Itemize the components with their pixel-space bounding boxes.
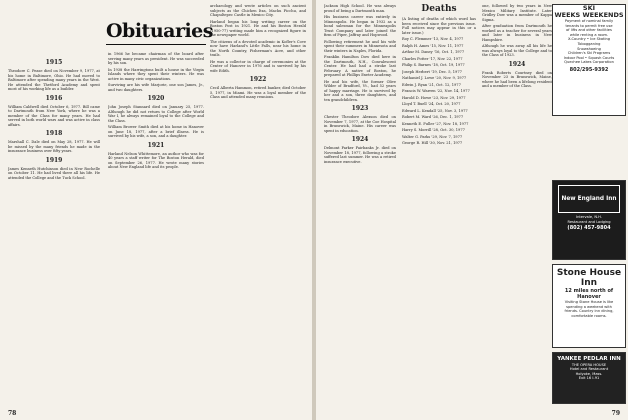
obituary-paragraph: Robert M. Ward '26, Dec. 1, 1977 — [402, 115, 464, 119]
obituary-paragraph: The citizens of a devoted academic in Kofler's Cove now have Harland's Little Falls, near his home in the North Country, Fisherman's Acre, and other trails. — [210, 39, 306, 57]
obituary-paragraph: in 1966 he became chairman of the board after serving many years as president. He was succeeded by his son. — [108, 52, 204, 65]
obituary-paragraph: Lloyd T. Buell '24, Oct. 20, 1977 — [402, 102, 461, 106]
ski-ad-line: X-Country • Ice Skating — [567, 37, 611, 42]
ne-ad-phone: (802) 457-9804 — [567, 225, 611, 232]
obituary-paragraph: Theodore C. Pease died on November 9, 1977, at his home in Baltimore, Ohio. He had moved to Baltimore after spending many years in the West. He attended the Thetford Academy and spent most of his working life as a builder. — [8, 69, 100, 91]
obituary-paragraph: After graduation from Dartmouth he worked as a teacher for several years and later in business in New Hampshire. — [482, 24, 552, 42]
ski-ad-line: Indoor Pool • Squash Courts — [563, 55, 615, 60]
ski-ad-line: while renting a room. — [569, 32, 609, 37]
obituary-paragraph: Delmont Parker Fairbanks Jr. died on November 18, 1977, following a stroke suffered last summer. He was a retired insurance executive. — [324, 146, 396, 164]
obituary-paragraph: Jackson High School. He was always proud of being a Dartmouth man. — [324, 4, 396, 13]
obituary-paragraph: Francis W. Warren '22, Nov. 14, 1977 — [402, 89, 470, 93]
new-england-inn-ad — [552, 180, 626, 260]
obituary-paragraph: Harland Nelson Whittemore, an author who was for 40 years a staff writer for The Boston Herald, died on September 26, 1977. He wrote many stories about New England life and its people. — [108, 151, 204, 169]
obituary-paragraph: William Caldwell died October 6, 1977. Bill came to Dartmouth from New York, where he was a member of the Class for many years. He had served in both world wars and was active in class affairs. — [8, 104, 100, 127]
yankee-ad-line: Exit 16 I-91 — [578, 376, 600, 381]
obituary-paragraph: Harold D. Howe '23, Nov. 29, 1977 — [402, 95, 466, 100]
stone-ad-title: Stone House Inn — [556, 268, 622, 288]
obituary-paragraph: Edwin J. Ryan '21, Oct. 12, 1977 — [402, 82, 461, 87]
ski-ad-subtitle: WEEKS WEEKENDS — [554, 11, 624, 19]
obituary-paragraph: Although he was away all his life he was always loyal to the College and to the Class of 1923. — [482, 44, 552, 57]
left-column-1 — [8, 56, 100, 406]
stone-house-inn-ad — [552, 264, 626, 348]
obituary-paragraph: James Kenneth Hutchinson died in New Rochelle on October 11. He had lived there all his life. He attended the College and the Tuck School. — [8, 166, 100, 180]
obituary-paragraph: He was a collector in charge of ceremonies at the Center of Hanover in 1976 and is survived by his wife Edith. — [210, 59, 306, 73]
ski-weeks-ad — [552, 4, 626, 116]
ne-ad-tag: Restaurant and Lodging — [567, 219, 611, 224]
stone-ad-line: friends. Country inn dining, — [564, 309, 614, 314]
obituary-paragraph: He and his wife, the former Olive Wilder of Bradford, Vt., had 52 years of happy marriage. He is survived by her and a son, three daughters, and ten grandchildren. — [324, 79, 396, 102]
class-year-heading: 1916 — [45, 94, 63, 102]
obituary-paragraph: Harry S. Morrill '28, Oct. 30, 1977 — [402, 128, 465, 132]
ski-ad-company: Quechee Lakes Corporation — [564, 60, 614, 65]
ski-ad-line: Snowshoeing — [577, 46, 601, 51]
obituary-paragraph: Harland began his long writing career on the Boston Post in 1921. He and his Boston Herald (1950-77) writing made him a recognized figure in the newspaper world. — [210, 19, 306, 37]
class-year-heading: 1920 — [147, 95, 165, 102]
class-year-heading: 1915 — [45, 59, 63, 66]
obituary-paragraph: Ralph H. Ames '15, Nov. 11, 1977 — [402, 43, 464, 48]
stone-ad-line: comfortable rooms. — [571, 313, 607, 318]
obituary-paragraph: Charles Potter '17, Nov. 22, 1977 — [402, 56, 463, 61]
obituary-paragraph: Marshall C. Dale died on May 28, 1977. He will be missed by the many friends he made in the insurance business over fifty years. — [8, 140, 100, 153]
obituary-paragraph: Roy C. Flemmer '13, Nov. 4, 1977 — [402, 37, 464, 41]
ski-ad-phone: 802/295-9392 — [569, 66, 609, 73]
ski-ad-line: Tobogganing — [577, 41, 601, 46]
class-year-heading: 1918 — [45, 130, 63, 137]
obituary-paragraph: William Brower Smith died at his home in Hanover on June 18, 1977, after a brief illness. He is survived by his wife, a son, and a daughter. — [108, 125, 204, 138]
obituary-paragraph: Following retirement he and his wife spent their summers in Minnesota and their winters in Naples, Florida. — [324, 39, 396, 53]
ne-ad-place: Intervale, N.H. — [576, 215, 602, 219]
masthead — [106, 20, 213, 48]
yankee-ad-subtitle: THE OPERA HOUSE — [571, 362, 607, 367]
obituary-paragraph: one, followed by two years in New Mexico Military Institute. Later Gridley Dow was a member of Kappa Sigma. — [482, 4, 552, 22]
obituary-paragraph: Chester Theodore Alexson died on November 7, 1977, at the Coe Hospital in Brunswick, Maine. His career was spent in education. — [324, 115, 396, 133]
obituary-paragraph: Philip S. Barnes '18, Oct. 19, 1977 — [402, 63, 465, 67]
obituary-paragraph: His business career was entirely in Minneapolis. He began in 1932 as a bond salesman for the Minneapolis Trust Company and later joined the firm of Piper, Jaffray and Hopwood. — [324, 15, 396, 37]
class-year-heading: 1921 — [147, 141, 165, 149]
ski-ad-line: Children's Ski Programs — [567, 51, 611, 56]
page-number-right: 79 — [611, 410, 620, 417]
class-year-heading: 1924 — [351, 136, 369, 143]
right-column-3 — [482, 4, 552, 406]
yankee-pedlar-ad — [552, 352, 626, 404]
masthead-rule — [106, 44, 206, 45]
class-year-heading: 1919 — [45, 156, 63, 164]
new-england-inn-logo: New England Inn — [558, 185, 620, 213]
right-column-1 — [324, 4, 396, 406]
obituary-paragraph: Arthur M. Daney '16, Oct. 1, 1977 — [402, 50, 465, 54]
yankee-ad-line: Hotel and Restaurant — [569, 367, 609, 372]
obituary-paragraph: Walter G. Parks '29, Nov. 7, 1977 — [402, 134, 463, 139]
class-year-heading: 1924 — [508, 60, 526, 68]
obituary-paragraph: Cecil Alberta Hammon, retired banker, died October 5, 1977, in Miami. He was a loyal member of the Class and attended many reunions. — [210, 86, 306, 99]
masthead-title: Obituaries — [106, 20, 213, 42]
obituary-paragraph: Edward L. Kendall '25, Nov. 3, 1977 — [402, 108, 468, 113]
left-page — [0, 0, 312, 420]
deaths-heading: Deaths — [421, 4, 457, 14]
obituary-paragraph: archaeology and wrote articles on such ancient subjects as the Chichen Itza, Machu Picchu, and Chapultepec Castle in Mexico City. — [210, 4, 306, 17]
obituary-paragraph: Kenneth E. Fuller '27, Nov. 18, 1977 — [402, 121, 469, 126]
obituary-paragraph: Surviving are his wife Marjorie, one son James, Jr., and two daughters. — [108, 83, 204, 92]
stone-ad-subtitle: 12 miles north of Hanover — [564, 288, 614, 300]
class-year-heading: 1923 — [351, 105, 369, 112]
ski-ad-line: tenants to permit free use — [565, 23, 613, 28]
obituary-paragraph: Joseph Herbert '19, Dec. 5, 1977 — [402, 69, 462, 74]
yankee-ad-title: YANKEE PEDLAR INN — [557, 356, 621, 362]
obituary-paragraph: (A listing of deaths of which word has been received since the previous issue. Full notices may appear in this or a later issue.) — [402, 17, 476, 35]
ski-ad-title: SKI — [582, 4, 596, 12]
stone-ad-line: Visiting Stone House is like — [564, 300, 614, 304]
obituary-paragraph: Frank Roberts Courtney died on November 23 in Brunswick, Maine, where he had been a lifelong resident and a member of the Class. — [482, 70, 552, 88]
right-column-2 — [402, 4, 476, 406]
stone-ad-line: spending a weekend with — [566, 304, 612, 309]
obituary-paragraph: George R. Hill '30, Nov. 21, 1977 — [402, 141, 463, 145]
obituary-paragraph: Nathaniel J. Lowe '20, Nov. 9, 1977 — [402, 76, 467, 80]
obituary-paragraph: In 1938 the Harringtons built a house in the Virgin Islands where they spent their winters. He was active in many civic organizations. — [108, 67, 204, 81]
ski-ad-line: Payment of nominal family — [564, 19, 614, 23]
left-column-2 — [108, 52, 204, 406]
page-number-left: 78 — [8, 410, 17, 417]
left-column-3 — [210, 4, 306, 406]
ski-ad-line: of lifts and other facilities — [566, 28, 612, 33]
obituary-paragraph: Franklin Hamilton Dow died here in the Dartmouth, N.H., Convalescent Center. He had had a stroke last February. A native of Boston, he prepared at Phillips Exeter Academy. — [324, 55, 396, 77]
yankee-ad-line: Holyoke, Mass. — [575, 371, 603, 376]
class-year-heading: 1922 — [249, 76, 267, 83]
obituary-paragraph: John Joseph Stannard died on January 25, 1977. Although he did not return to College after World War I, he always remained loyal to the College and the Class. — [108, 105, 204, 123]
